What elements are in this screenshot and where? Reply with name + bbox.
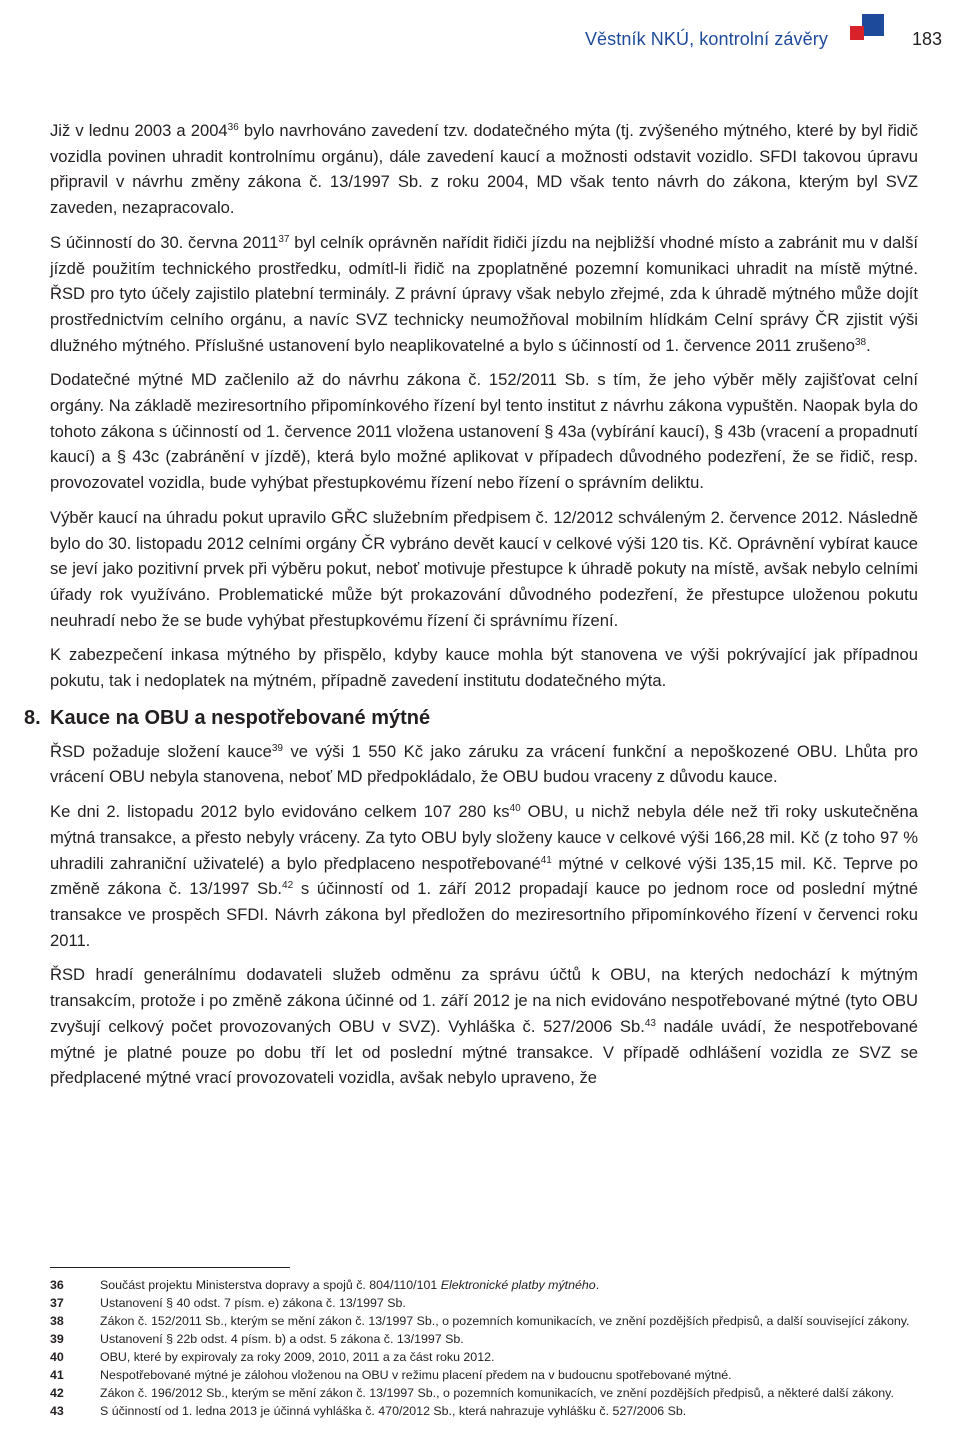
paragraph-2: S účinností do 30. června 2011$^{37}$ byl celník oprávněn nařídit řidiči jízdu na nejbližší vhodné místo a zabránit mu v další jízdě použitím technického prostředku, odmítl-li řidič na zpoplatněné pozemní komunikaci uhradit na místě mýtné. ŘSD pro tyto účely zajistilo platební terminály. Z právní úpravy však nebylo zřejmé, zda k úhradě mýtného může dojít prostřednictvím celního orgánu, a navíc SVZ technicky neumožňoval mobilním hlídkám Celní správy ČR zjistit výši dlužného mýtného. Příslušné ustanovení bylo neaplikovatelné a bylo s účinností od 1. července 2011 zrušeno$^{38}$. bbox=[50, 232, 918, 355]
footnote-divider bbox=[50, 1267, 290, 1268]
section-paragraph-3: ŘSD hradí generálnímu dodavateli služeb odměnu za správu účtů k OBU, na kterých nedochází k mýtným transakcím, protože i po změně zákona účinné od 1. září 2012 je na nich evidováno nespotřebované mýtné (tyto OBU zvyšují celkový počet provozovaných OBU v SVZ). Vyhláška č. 527/2006 Sb.$^{43}$ nadále uvádí, že nespotřebované mýtné je platné pouze po dobu tří let od poslední mýtné transakce. V případě odhlášení vozidla ze SVZ se předplacené mýtné vrací provozovateli vozidla, avšak nebylo upraveno, že bbox=[50, 965, 918, 1088]
footnote-item: 38 Zákon č. 152/2011 Sb., kterým se mění zákon č. 13/1997 Sb., o pozemních komunikacích, ve znění pozdějších předpisů, a další související zákony. bbox=[50, 1314, 910, 1328]
footnote-ref-43: 43 bbox=[644, 1017, 656, 1029]
journal-title: Věstník NKÚ, kontrolní závěry bbox=[584, 28, 828, 49]
section-paragraph-2: Ke dni 2. listopadu 2012 bylo evidováno celkem 107 280 $ks^{40}$ OBU, u nichž nebyla déle než tři roky uskutečněna mýtná transakce, a přesto nebyly vráceny. Za tyto OBU byly složeny kauce v celkové výši 166,28 mil. Kč (z toho 97 % uhradili zahraniční uživatelé) a bylo předplaceno nespotřebované$^{41}$ mýtné v celkové výši 135,15 mil. Kč. Teprve po změně zákona č. 13/1997 Sb.$^{42}$ s účinností od 1. září 2012 propadají kauce po jednom roce od poslední mýtné transakce ve prospěch SFDI. Návrh zákona byl předložen do meziresortního připomínkového řízení v červenci roku 2011. bbox=[50, 802, 918, 950]
page-header bbox=[585, 18, 942, 60]
footnote-item: 41 Nespotřebované mýtné je zálohou vloženou na OBU v režimu placení předem na v budoucnu spotřebované mýtné. bbox=[50, 1368, 732, 1382]
section-title: Kauce na OBU a nespotřebované mýtné bbox=[50, 706, 431, 729]
footnote-item: 40 OBU, které by expirovaly za roky 2009, 2010, 2011 a za část roku 2012. bbox=[50, 1350, 495, 1364]
main-text bbox=[24, 118, 919, 1100]
footnote-ref-41: 41 bbox=[540, 854, 552, 866]
section-number: 8. bbox=[24, 706, 41, 729]
page-number: 183 bbox=[911, 28, 942, 49]
paragraph-4: Výběr kaucí na úhradu pokut upravilo GŘC služebním předpisem č. 12/2012 schváleným 2. července 2012. Následně bylo do 30. listopadu 2012 celními orgány ČR vybráno devět kaucí v celkové výši 120 tis. Kč. Oprávnění vybírat kauce se jeví jako pozitivní prvek při výběru pokut, neboť motivuje přestupce k úhradě pokuty na místě, avšak nebylo celními úřady rok využíváno. Problematické může být prokazování důvodného podezření, že přestupce uloženou pokutu neuhradí nebo že se bude vyhýbat přestupkovému řízení či správnímu řízení. bbox=[50, 507, 918, 630]
section-paragraph-1: ŘSD požaduje složení kauce$^{39}$ ve výši 1 550 Kč jako záruku za vrácení funkční a nepoškozené OBU. Lhůta pro vrácení OBU nebyla stanovena, neboť MD předpokládalo, že OBU budou vraceny z důvodu kauce. bbox=[50, 741, 919, 787]
footnote-item: 39 Ustanovení § 22b odst. 4 písm. b) a odst. 5 zákona č. 13/1997 Sb. bbox=[50, 1332, 464, 1346]
section-heading bbox=[24, 703, 918, 733]
footnote-item: 36 Součást projektu Ministerstva dopravy a spojů č. 804/110/101 Elektronické platby mýtného. bbox=[50, 1278, 600, 1292]
footnote-ref-38: 38 bbox=[855, 336, 867, 348]
footnote-ref-40: 40 bbox=[509, 803, 521, 815]
footnote-item: 43 S účinností od 1. ledna 2013 je účinná vyhláška č. 470/2012 Sb., která nahrazuje vyhlášku č. 527/2006 Sb. bbox=[50, 1404, 687, 1418]
paragraph-5: K zabezpečení inkasa mýtného by přispělo, kdyby kauce mohla být stanovena ve výši pokrývající jak případnou pokutu, tak i nedoplatek na mýtném, případně zavedení institutu dodatečného mýta. bbox=[50, 645, 918, 691]
footnote-ref-42: 42 bbox=[282, 880, 294, 892]
footnote-item: 42 Zákon č. 196/2012 Sb., kterým se mění zákon č. 13/1997 Sb., o pozemních komunikacích, ve znění pozdějších předpisů, a některé další zákony. bbox=[50, 1386, 894, 1400]
footnote-ref-39: 39 bbox=[271, 742, 283, 754]
nku-logo-icon bbox=[850, 14, 892, 56]
footnotes bbox=[50, 1276, 918, 1420]
footnote-ref-37: 37 bbox=[278, 233, 290, 245]
footnote-item: 37 Ustanovení § 40 odst. 7 písm. e) zákona č. 13/1997 Sb. bbox=[50, 1296, 406, 1310]
footnote-ref-36: 36 bbox=[227, 122, 239, 133]
paragraph-3: Dodatečné mýtné MD začlenilo až do návrhu zákona č. 152/2011 Sb. s tím, že jeho výběr měly zajišťovat celní orgány. Na základě meziresortního připomínkového řízení byl tento institut z návrhu zákona vypuštěn. Naopak byla do tohoto zákona s účinností od 1. července 2011 vložena ustanovení § 43a (vybírání kaucí), § 43b (vracení a propadnutí kaucí) a § 43c (zabránění v jízdě), která bylo možné aplikovat v případech důvodného podezření, že se řidič, resp. provozovatel vozidla, bude vyhýbat přestupkovému řízení nebo řízení o správním deliktu. bbox=[50, 370, 918, 493]
paragraph-1: Již v lednu 2003 a 2004$^{36}$ bylo navrhováno zavedení tzv. dodatečného mýta (tj. zvýšeného mýtného, které by byl řidič vozidla povinen uhradit kontrolnímu orgánu), dále zavedení kaucí a možnosti odstavit vozidlo. SFDI takovou úpravu připravil v návrhu změny zákona č. 13/1997 Sb. z roku 2004, MD však tento návrh do zákona, kterým byl SVZ zaveden, nezapracovalo. bbox=[50, 121, 918, 218]
